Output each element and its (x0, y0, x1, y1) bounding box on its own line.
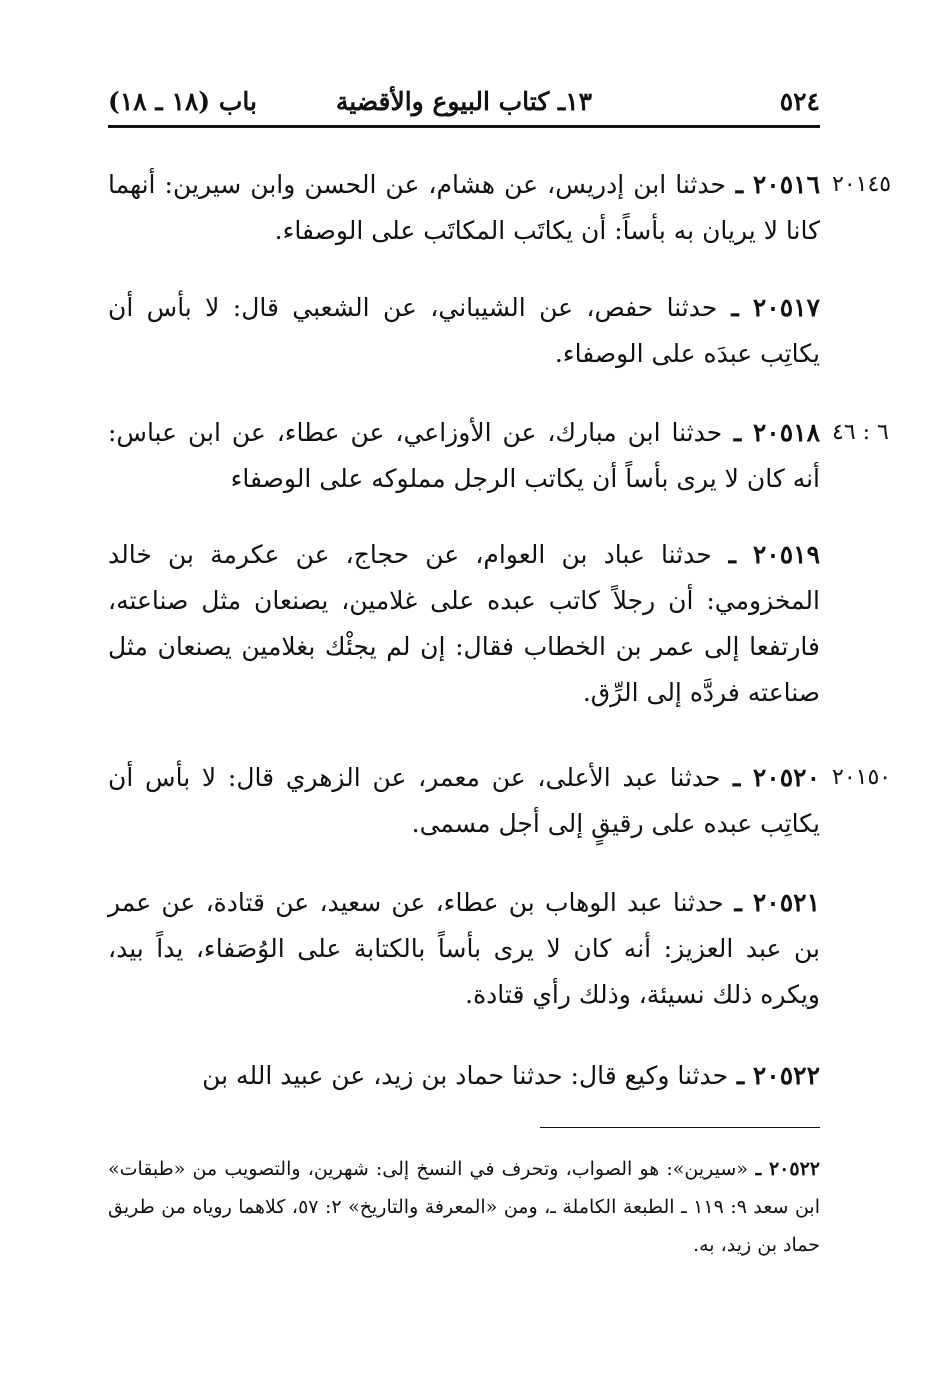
page-number: ٥٢٤ (779, 87, 820, 116)
entry-text: حدثنا وكيع قال: حدثنا حماد بن زيد، عن عبيد الله بن (202, 1061, 729, 1090)
running-header (108, 82, 820, 122)
entry-text: حدثنا عباد بن العوام، عن حجاج، عن عكرمة بن خالد المخزومي: أن رجلاً كاتب عبده على غلامين، يصنعان مثل صناعته، فارتفعا إلى عمر بن الخطاب فقال: إن لم يجئْك بغلامين يصنعان مثل صناعته فردَّه إلى الرِّق. (108, 540, 820, 707)
entry-number: ٢٠٥١٨ ـ (722, 418, 821, 447)
entry-text: حدثنا ابن إدريس، عن هشام، عن الحسن وابن سيرين: أنهما كانا لا يريان به بأساً: أن يكاتَب المكاتَب على الوصفاء. (108, 170, 820, 245)
entry-text: حدثنا حفص، عن الشيباني، عن الشعبي قال: لا بأس أن يكاتِب عبدَه على الوصفاء. (108, 293, 820, 368)
book-title: ١٣ـ كتاب البيوع والأقضية (335, 87, 593, 116)
hadith-entry (108, 880, 820, 1018)
entry-text: حدثنا عبد الأعلى، عن معمر، عن الزهري قال: لا بأس أن يكاتِب عبده على رقيقٍ إلى أجل مسمى. (108, 763, 820, 838)
hadith-entry (108, 755, 820, 847)
margin-ref: ٢٠١٥٠ (832, 765, 892, 790)
entry-number: ٢٠٥١٩ ـ (711, 540, 820, 569)
entry-text: حدثنا ابن مبارك، عن الأوزاعي، عن عطاء، عن ابن عباس: أنه كان لا يرى بأساً أن يكاتب الرجل مملوكه على الوصفاء (108, 418, 820, 493)
hadith-entry (108, 410, 820, 502)
entry-number: ٢٠٥٢١ ـ (723, 888, 821, 917)
hadith-entry (108, 162, 820, 254)
hadith-entry (108, 532, 820, 716)
entry-number: ٢٠٥١٧ ـ (717, 293, 820, 322)
margin-ref: ٢٠١٤٥ (832, 172, 892, 197)
chapter-label: باب (١٨ ـ ١٨) (108, 87, 257, 116)
entry-number: ٢٠٥١٦ ـ (725, 170, 821, 199)
hadith-entry (108, 1053, 820, 1099)
footnote-number: ٢٠٥٢٢ ـ (747, 1158, 820, 1180)
footnote-text: «سيرين»: هو الصواب، وتحرف في النسخ إلى: شهرين، والتصويب من «طبقات» ابن سعد ٩: ١١٩ ـ الطبعة الكاملة ـ، ومن «المعرفة والتاريخ» ٢: ٥٧، كلاهما روياه من طريق حماد بن زيد، به. (108, 1158, 820, 1256)
entry-number: ٢٠٥٢٢ ـ (728, 1061, 820, 1090)
footnote (108, 1150, 820, 1264)
entry-text: حدثنا عبد الوهاب بن عطاء، عن سعيد، عن قتادة، عن عمر بن عبد العزيز: أنه كان لا يرى بأساً بالكتابة على الوُصَفاء، يداً بيد، ويكره ذلك نسيئة، وذلك رأي قتادة. (108, 888, 820, 1009)
header-rule (108, 125, 820, 128)
entry-number: ٢٠٥٢٠ ـ (720, 763, 820, 792)
footnote-rule (540, 1127, 820, 1128)
hadith-entry (108, 285, 820, 377)
margin-ref: ٦ : ٤٦ (832, 420, 889, 445)
